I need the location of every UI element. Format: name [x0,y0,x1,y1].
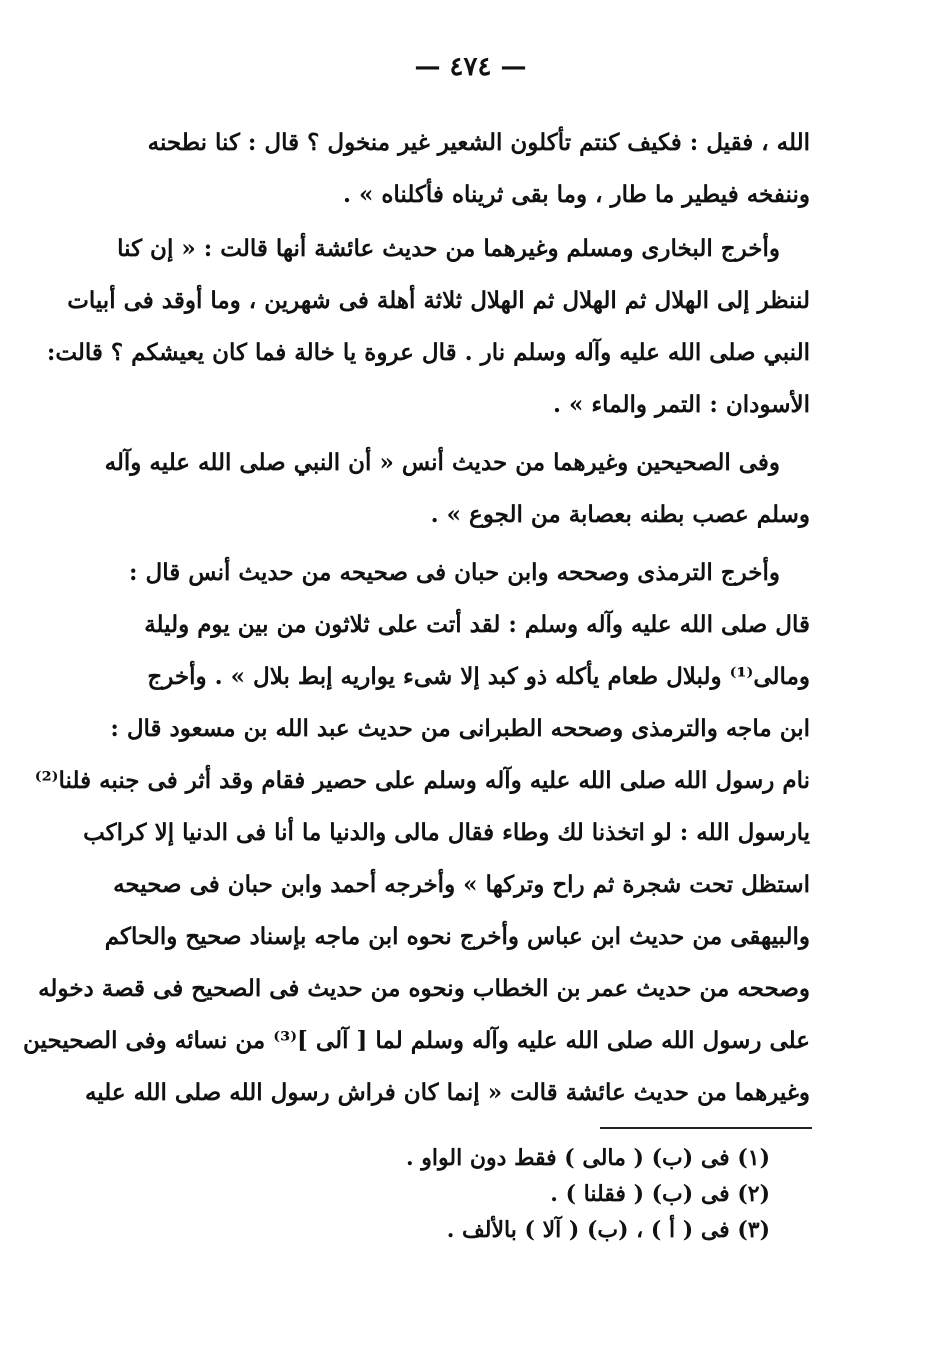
page-number: — ٤٧٤ — [414,52,527,82]
paragraph-1 [147,117,810,221]
paragraph-3 [104,437,810,541]
text-line: على رسول الله صلى الله عليه وآله وسلم لما [ آلى ]⁽³⁾ من نسائه وفى الصحيحين [23,1027,810,1054]
text-line: لننظر إلى الهلال ثم الهلال ثم الهلال ثلاثة أهلة فى شهرين ، وما أوقد فى أبيات [67,287,810,314]
text-line: وصححه من حديث عمر بن الخطاب ونحوه من حديث فى الصحيح فى قصة دخوله [38,975,810,1002]
text-line: وأخرج الترمذى وصححه وابن حبان فى صحيحه من حديث أنس قال : [129,559,780,586]
text-line: وننفخه فيطير ما طار ، وما بقى ثريناه فأكلناه » . [342,181,810,208]
text-line: وفى الصحيحين وغيرهما من حديث أنس « أن النبي صلى الله عليه وآله [104,449,780,476]
text-line: يارسول الله : لو اتخذنا لك وطاء فقال مالى والدنيا ما أنا فى الدنيا إلا كراكب [83,819,810,846]
footnote-divider [600,1127,812,1129]
text-line: استظل تحت شجرة ثم راح وتركها » وأخرجه أحمد وابن حبان فى صحيحه [113,871,810,898]
text-line: وأخرج البخارى ومسلم وغيرهما من حديث عائشة أنها قالت : « إن كنا [117,235,780,262]
text-line: النبي صلى الله عليه وآله وسلم نار . قال عروة يا خالة فما كان يعيشكم ؟ قالت: [46,339,810,366]
text-line: وسلم عصب بطنه بعصابة من الجوع » . [430,501,810,528]
text-line: وغيرهما من حديث عائشة قالت « إنما كان فراش رسول الله صلى الله عليه [84,1079,810,1106]
footnotes [300,1140,770,1248]
text-line: قال صلى الله عليه وآله وسلم : لقد أتت على ثلاثون من بين يوم وليلة [144,611,810,638]
text-line: الله ، فقيل : فكيف كنتم تأكلون الشعير غير منخول ؟ قال : كنا نطحنه [147,129,810,156]
footnote-1: (١) فى (ب) ( مالى ) فقط دون الواو . [405,1145,770,1171]
text-line: ومالى⁽¹⁾ ولبلال طعام يأكله ذو كبد إلا شىء يواريه إبط بلال » . وأخرج [147,663,810,690]
footnote-2: (٢) فى (ب) ( فقلنا ) . [550,1181,770,1207]
footnote-3: (٣) فى ( أ ) ، (ب) ( آلا ) بالألف . [446,1217,770,1243]
paragraph-4 [23,547,810,1119]
paragraph-2 [46,223,810,431]
text-line: الأسودان : التمر والماء » . [552,391,810,418]
text-line: ابن ماجه والترمذى وصححه الطبرانى من حديث عبد الله بن مسعود قال : [110,715,810,742]
text-line: نام رسول الله صلى الله عليه وآله وسلم على حصير فقام وقد أثر فى جنبه فلنا⁽²⁾ [34,767,810,794]
text-line: والبيهقى من حديث ابن عباس وأخرج نحوه ابن ماجه بإسناد صحيح والحاكم [104,923,810,950]
